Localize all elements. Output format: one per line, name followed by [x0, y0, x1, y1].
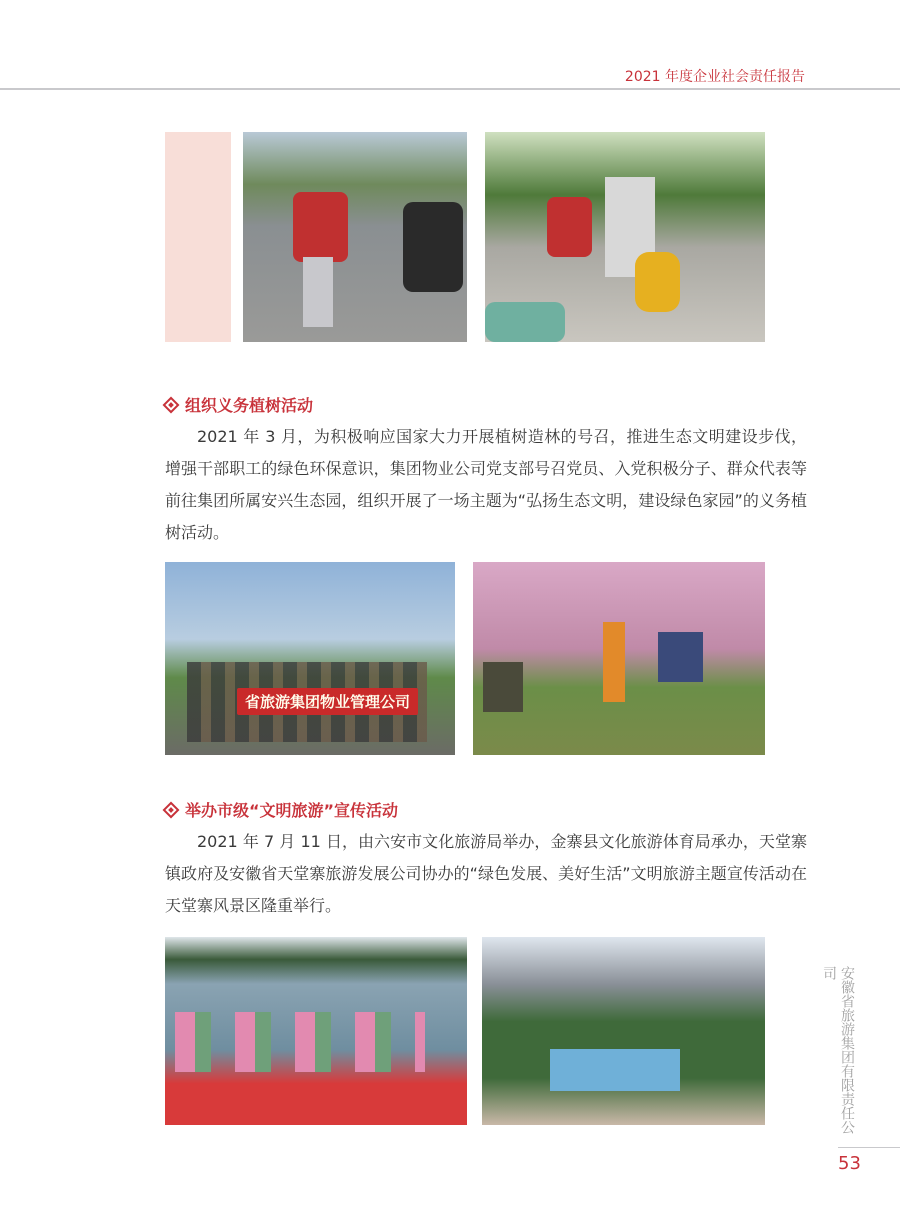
- photo-scenic-event: [482, 937, 765, 1125]
- photo-group-banner: [165, 562, 455, 755]
- heading-text: 组织义务植树活动: [185, 396, 314, 415]
- decorative-block: [165, 132, 231, 342]
- section-heading: [165, 798, 398, 821]
- diamond-bullet-icon: [163, 396, 180, 413]
- heading-text: 举办市级“文明旅游”宣传活动: [185, 801, 399, 820]
- photo-cleaning-bikes: [485, 132, 765, 342]
- report-title: 2021 年度企业社会责任报告: [624, 69, 805, 85]
- photo-sweeping-street: [243, 132, 467, 342]
- section-paragraph: 2021 年 7 月 11 日，由六安市文化旅游局举办，金寨县文化旅游体育局承办，天堂寨镇政府及安徽省天堂寨旅游发展公司协办的“绿色发展、美好生活”文明旅游主题宣传活动在天堂寨风景区隆重举行。: [165, 832, 807, 915]
- section-heading: [165, 393, 313, 416]
- group-banner: 省旅游集团物业管理公司: [237, 688, 418, 715]
- header-divider: [0, 88, 900, 90]
- footer-divider: [838, 1147, 900, 1148]
- diamond-bullet-icon: [163, 801, 180, 818]
- page-number: 53: [838, 1153, 861, 1174]
- company-name-vertical: 安徽省旅游集团有限责任公司: [821, 966, 855, 1134]
- photo-tree-planting: [473, 562, 765, 755]
- photo-stage-dance: [165, 937, 467, 1125]
- section-paragraph: 2021 年 3 月，为积极响应国家大力开展植树造林的号召，推进生态文明建设步伐，增强干部职工的绿色环保意识，集团物业公司党支部号召党员、入党积极分子、群众代表等前往集团所属安兴生态园，组织开展了一场主题为“弘扬生态文明，建设绿色家园”的义务植树活动。: [165, 427, 807, 542]
